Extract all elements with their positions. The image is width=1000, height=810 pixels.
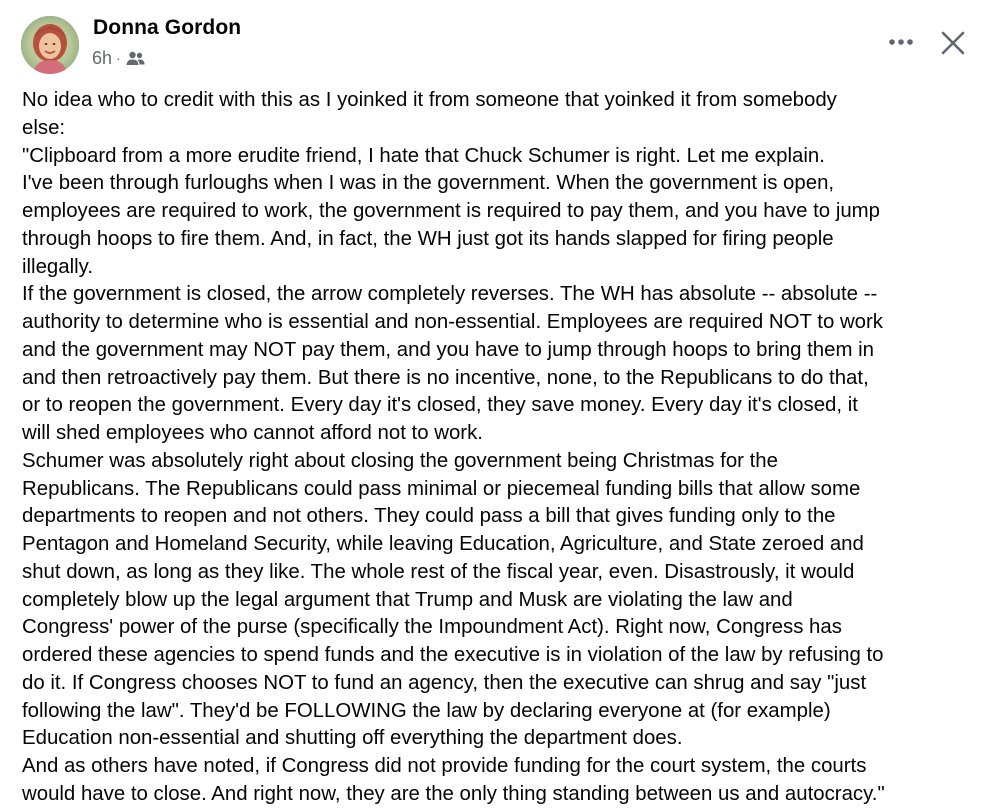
- post-line: ordered these agencies to spend funds and the executive is in violation of the law by refusing to: [22, 644, 884, 666]
- avatar[interactable]: [21, 16, 79, 74]
- post-line: will shed employees who cannot afford not to work.: [22, 422, 483, 444]
- post-line: authority to determine who is essential and non-essential. Employees are required NOT to work: [22, 311, 883, 333]
- post-line: Schumer was absolutely right about closing the government being Christmas for the: [22, 449, 778, 472]
- close-button[interactable]: [936, 26, 970, 60]
- post-line: "Clipboard from a more erudite friend, I hate that Chuck Schumer is right. Let me explain.: [22, 144, 825, 167]
- post-line: do it. If Congress chooses NOT to fund an agency, then the executive can shrug and say "just: [22, 671, 867, 694]
- post-line: I've been through furloughs when I was in the government. When the government is open,: [22, 172, 835, 195]
- post-line: and the government may NOT pay them, and you have to jump through hoops to bring them in: [22, 338, 874, 361]
- post-line: Education non-essential and shutting off everything the department does.: [22, 727, 683, 750]
- close-icon: [941, 31, 965, 55]
- post-line: And as others have noted, if Congress did not provide funding for the court system, the courts: [22, 755, 867, 777]
- post-line: shut down, as long as they like. The whole rest of the fiscal year, even. Disastrously, it would: [22, 560, 855, 583]
- post-line: illegally.: [22, 255, 94, 278]
- post-line: or to reopen the government. Every day it's closed, they save money. Every day it's closed, it: [22, 394, 858, 417]
- post-body: [22, 87, 994, 809]
- meta-separator: ·: [116, 50, 121, 66]
- post-line: Republicans. The Republicans could pass minimal or piecemeal funding bills that allow some: [22, 477, 861, 500]
- post-line: Congress' power of the purse (specifically the Impoundment Act). Right now, Congress has: [22, 616, 842, 639]
- avatar-image: [21, 16, 79, 74]
- post-line: through hoops to fire them. And, in fact, the WH just got its hands slapped for firing people: [22, 227, 834, 250]
- post-line: employees are required to work, the government is required to pay them, and you have to jump: [22, 200, 881, 222]
- author-name[interactable]: Donna Gordon: [93, 16, 242, 39]
- post-line: following the law". They'd be FOLLOWING the law by declaring everyone at (for example): [22, 699, 831, 722]
- post-header: [0, 0, 1000, 90]
- post-timestamp[interactable]: 6h: [92, 47, 113, 68]
- friends-icon[interactable]: [126, 51, 145, 66]
- post-line: No idea who to credit with this as I yoinked it from someone that yoinked it from somebody: [22, 89, 837, 111]
- post-meta: [92, 47, 145, 69]
- post-line: If the government is closed, the arrow completely reverses. The WH has absolute -- absolute --: [22, 283, 878, 306]
- post-line: and then retroactively pay them. But there is no incentive, none, to the Republicans to do that,: [22, 366, 869, 389]
- post-line: completely blow up the legal argument that Trump and Musk are violating the law and: [22, 588, 793, 611]
- post-line: departments to reopen and not others. They could pass a bill that gives funding only to the: [22, 505, 836, 528]
- more-icon: [888, 38, 914, 46]
- more-options-button[interactable]: [884, 27, 918, 57]
- post-line: would have to close. And right now, they are the only thing standing between us and autocracy.": [22, 782, 885, 805]
- post-line: Pentagon and Homeland Security, while leaving Education, Agriculture, and State zeroed and: [22, 533, 864, 555]
- post-line: else:: [22, 116, 66, 139]
